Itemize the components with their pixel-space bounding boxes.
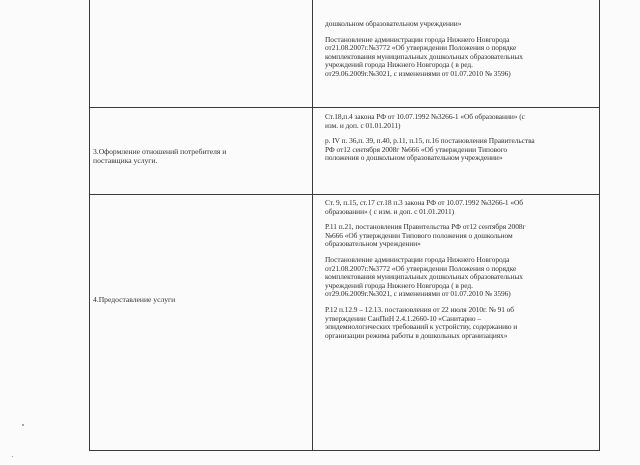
row-1-paragraph: Постановление администрации города Нижнего Новгорода от21.08.2007г.№3772 «Об утверждении Положения о порядке комплектования муниципальных дошкольных образовательных учреждений города Нижнего Новгорода ( в ред. от29.06.2009г.№3021, с изменениями от 01.07.2010 № 3596)	[325, 34, 523, 78]
row-3-paragraph: Ст. 9, п.15, ст.17 ст.18 п.3 закона РФ от 10.07.1992 №3266-1 «Об образовании» ( с изм. и доп. с 01.01.2011)	[325, 198, 523, 216]
row-3-paragraph: Р.11 п.21, постановления Правительства РФ от12 сентября 2008г №666 «Об утверждении Типового положения о дошкольном образовательном учреждении»	[325, 222, 526, 249]
scan-speck	[12, 456, 13, 457]
row-2-paragraph: Ст.18,п.4 закона РФ от 10.07.1992 №3266-1 «Об образовании» (с изм. и доп. с 01.01.2011)	[325, 112, 525, 130]
row-1-paragraph: дошкольном образовательном учреждении»	[325, 19, 462, 28]
table-border-middle	[312, 0, 313, 451]
row-2-paragraph: р. IV п. 36,п. 39, п.40, р.11, п.15, п.16 постановления Правительства РФ от12 сентября 2008г №666 «Об утверждении Типового положения о дошкольном образовательном учреждении»	[325, 136, 535, 163]
row-3-paragraph: Р.12 п.12.9 – 12.13. постановления от 22 июля 2010г. № 91 об утверждении СанПиН 2.4.1.2660-10 «Санитарно – эпидемиологических требований к устройству, содержанию и организации режима работы в дошкольных организациях»	[325, 304, 518, 340]
row-3-paragraph: Постановление администрации города Нижнего Новгорода от21.08.2007г.№3772 «Об утверждении Положения о порядке комплектования муниципальных дошкольных образовательных учреждений города Нижнего Новгорода ( в ред. от29.06.2009г.№3021, с изменениями от 01.07.2010 № 3596)	[325, 254, 523, 299]
row-divider-1	[89, 107, 600, 108]
row-2-service-stage: 3.Оформление отношений потребителя и поставщика услуги.	[93, 147, 227, 165]
table-border-bottom	[89, 450, 600, 451]
row-divider-2	[89, 194, 600, 195]
row-3-service-stage: 4.Предоставление услуги	[93, 295, 176, 304]
row-3-legal-basis	[325, 199, 597, 347]
table-border-right	[599, 0, 600, 451]
row-1-legal-basis	[325, 20, 597, 86]
table-border-left	[89, 0, 90, 451]
scan-speck	[22, 424, 24, 426]
row-2-legal-basis	[325, 113, 597, 170]
